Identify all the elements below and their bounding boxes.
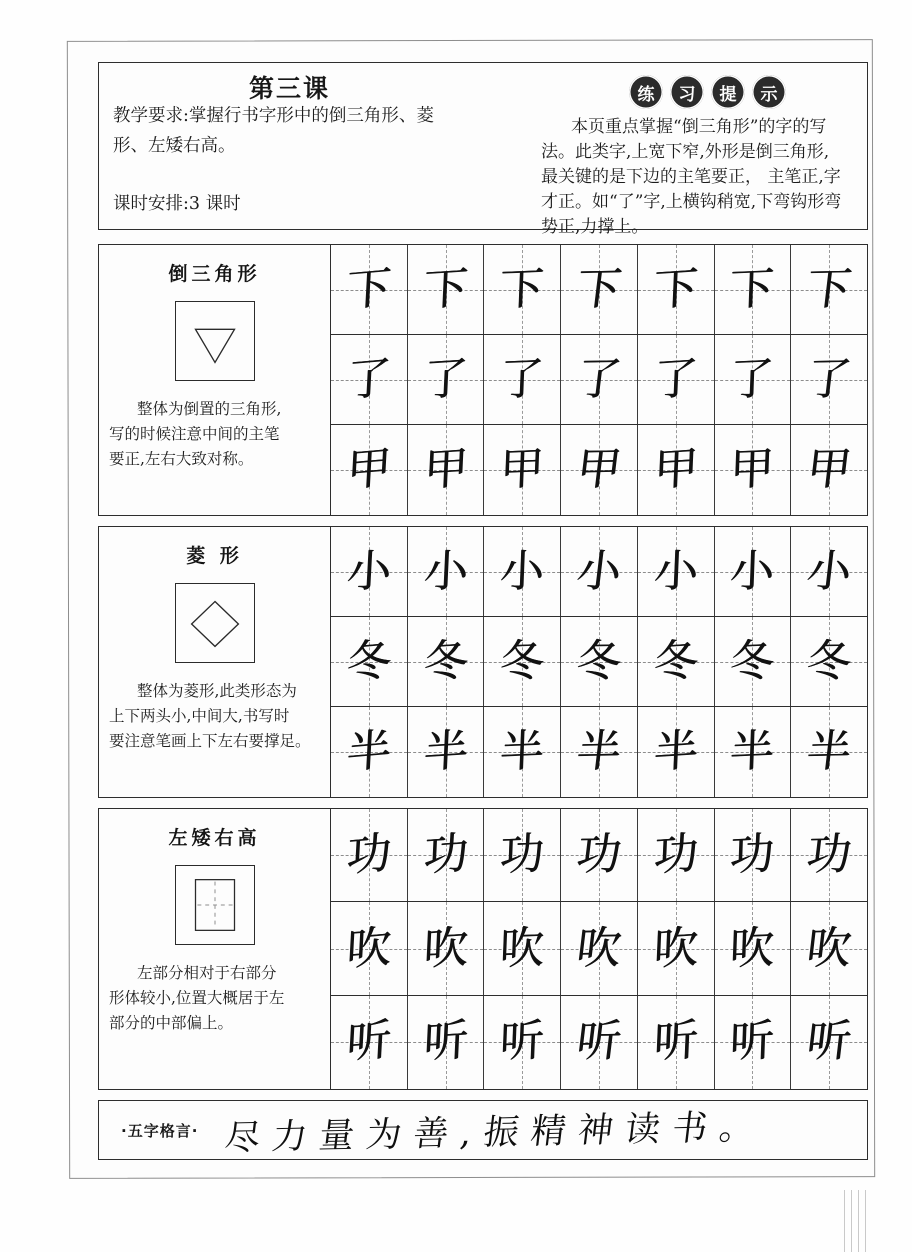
shape-description xyxy=(109,397,322,472)
practice-cell[interactable] xyxy=(715,335,792,424)
practice-section xyxy=(98,244,868,516)
practice-tip-badges xyxy=(629,75,786,109)
practice-cell[interactable] xyxy=(715,245,792,334)
practice-character: 甲 xyxy=(345,442,393,497)
shape-title: 左矮右高 xyxy=(168,827,261,849)
desc-line: 要正,左右大致对称。 xyxy=(109,450,254,468)
practice-cell[interactable] xyxy=(638,527,715,616)
practice-row[interactable] xyxy=(331,617,867,707)
practice-character: 听 xyxy=(573,1015,625,1068)
desc-line: 写的时候注意中间的主笔 xyxy=(109,425,280,443)
badge-lian: 练 xyxy=(629,75,663,109)
practice-cell[interactable] xyxy=(408,527,485,616)
shape-explanation-panel xyxy=(99,245,331,515)
practice-cell[interactable] xyxy=(638,617,715,706)
practice-cell[interactable] xyxy=(638,707,715,797)
practice-character: 吹 xyxy=(345,920,393,976)
practice-row[interactable] xyxy=(331,707,867,797)
practice-character: 听 xyxy=(345,1014,393,1070)
practice-character: 半 xyxy=(652,724,699,779)
practice-grid xyxy=(331,809,867,1089)
practice-cell[interactable] xyxy=(408,335,485,424)
practice-cell[interactable] xyxy=(408,617,485,706)
practice-cell[interactable] xyxy=(484,527,561,616)
practice-cell[interactable] xyxy=(331,425,408,515)
header-block xyxy=(98,62,868,237)
practice-cell[interactable] xyxy=(715,527,792,616)
practice-character: 了 xyxy=(804,353,855,405)
practice-cell[interactable] xyxy=(331,809,408,901)
practice-row[interactable] xyxy=(331,245,867,335)
practice-grid xyxy=(331,527,867,797)
practice-character: 冬 xyxy=(729,634,776,688)
practice-character: 下 xyxy=(499,262,546,316)
practice-character: 半 xyxy=(345,724,393,779)
practice-section xyxy=(98,526,868,798)
teaching-requirement-block xyxy=(113,101,513,161)
practice-cell[interactable] xyxy=(331,245,408,334)
practice-character: 冬 xyxy=(804,635,855,687)
practice-grid xyxy=(331,245,867,515)
shape-explanation-panel xyxy=(99,809,331,1089)
practice-character: 吹 xyxy=(573,922,625,974)
practice-character: 功 xyxy=(729,828,776,882)
tip-line: 势正,力撑上。 xyxy=(541,217,649,237)
practice-character: 吹 xyxy=(804,922,855,974)
practice-character: 小 xyxy=(345,543,393,599)
scan-edge-lines xyxy=(840,1190,874,1252)
practice-character: 甲 xyxy=(804,443,855,496)
practice-character: 听 xyxy=(652,1014,699,1069)
practice-row[interactable] xyxy=(331,809,867,902)
practice-character: 了 xyxy=(345,351,393,407)
practice-cell[interactable] xyxy=(331,335,408,424)
proverb-text: 尽力量为善,振精神读书。 xyxy=(222,1107,770,1159)
practice-cell[interactable] xyxy=(715,707,792,797)
practice-cell[interactable] xyxy=(484,902,561,994)
badge-ti: 提 xyxy=(711,75,745,109)
desc-line: 整体为菱形,此类形态为 xyxy=(137,682,297,700)
practice-cell[interactable] xyxy=(484,425,561,515)
practice-cell[interactable] xyxy=(791,707,867,797)
practice-character: 甲 xyxy=(499,443,546,496)
practice-character: 下 xyxy=(573,263,625,315)
desc-line: 部分的中部偏上。 xyxy=(109,1014,234,1032)
practice-character: 小 xyxy=(729,544,776,598)
practice-character: 甲 xyxy=(573,443,625,496)
shape-explanation-panel xyxy=(99,527,331,797)
practice-cell[interactable] xyxy=(484,617,561,706)
desc-line: 整体为倒置的三角形, xyxy=(137,400,282,418)
practice-cell[interactable] xyxy=(408,707,485,797)
practice-cell[interactable] xyxy=(638,335,715,424)
practice-cell[interactable] xyxy=(561,809,638,901)
practice-cell[interactable] xyxy=(408,425,485,515)
practice-row[interactable] xyxy=(331,335,867,425)
practice-cell[interactable] xyxy=(791,527,867,616)
desc-line: 要注意笔画上下左右要撑足。 xyxy=(109,732,311,750)
diamond-glyph xyxy=(176,584,254,662)
desc-line: 形体较小,位置大概居于左 xyxy=(109,989,285,1007)
practice-cell[interactable] xyxy=(715,617,792,706)
practice-character: 冬 xyxy=(499,634,546,688)
practice-cell[interactable] xyxy=(561,617,638,706)
practice-cell[interactable] xyxy=(638,902,715,994)
practice-character: 吹 xyxy=(652,921,699,975)
desc-line: 左部分相对于右部分 xyxy=(137,964,277,982)
class-hours-text: 课时安排:3 课时 xyxy=(113,194,241,214)
practice-cell[interactable] xyxy=(791,996,867,1089)
practice-character: 吹 xyxy=(499,921,546,975)
practice-character: 半 xyxy=(422,724,469,779)
practice-cell[interactable] xyxy=(638,245,715,334)
practice-cell[interactable] xyxy=(484,996,561,1089)
practice-cell[interactable] xyxy=(638,996,715,1089)
practice-row[interactable] xyxy=(331,527,867,617)
practice-cell[interactable] xyxy=(561,425,638,515)
practice-cell[interactable] xyxy=(484,707,561,797)
page-title: 第三课 xyxy=(249,74,331,103)
practice-character: 功 xyxy=(804,828,855,881)
left-short-right-tall-icon xyxy=(175,865,255,945)
practice-cell[interactable] xyxy=(561,707,638,797)
practice-cell[interactable] xyxy=(408,245,485,334)
practice-character: 半 xyxy=(804,725,855,778)
practice-tip-text xyxy=(541,115,861,240)
requirement-line: 形、左矮右高。 xyxy=(113,136,236,156)
practice-character: 功 xyxy=(345,827,393,882)
practice-character: 下 xyxy=(345,261,393,317)
practice-character: 听 xyxy=(499,1015,546,1069)
practice-cell[interactable] xyxy=(484,245,561,334)
practice-cell[interactable] xyxy=(331,707,408,797)
shape-description xyxy=(109,961,322,1036)
practice-row[interactable] xyxy=(331,902,867,995)
inverted-triangle-icon xyxy=(175,301,255,381)
shape-title: 菱 形 xyxy=(186,545,243,567)
practice-character: 吹 xyxy=(422,921,469,975)
practice-character: 功 xyxy=(573,828,625,881)
practice-cell[interactable] xyxy=(331,527,408,616)
practice-cell[interactable] xyxy=(331,902,408,994)
practice-cell[interactable] xyxy=(715,425,792,515)
class-hours-block xyxy=(113,189,241,219)
requirement-line: 教学要求:掌握行书字形中的倒三角形、菱 xyxy=(113,106,434,126)
practice-cell[interactable] xyxy=(561,245,638,334)
tip-line: 才正。如“了”字,上横钩稍宽,下弯钩形弯 xyxy=(541,192,842,212)
practice-cell[interactable] xyxy=(638,809,715,901)
tip-line: 法。此类字,上宽下窄,外形是倒三角形, xyxy=(541,142,830,162)
practice-character: 冬 xyxy=(573,635,625,687)
practice-character: 功 xyxy=(422,827,469,882)
practice-section xyxy=(98,808,868,1090)
practice-cell[interactable] xyxy=(791,425,867,515)
practice-character: 吹 xyxy=(729,921,776,975)
practice-character: 下 xyxy=(804,263,855,315)
practice-character: 下 xyxy=(422,262,469,316)
practice-cell[interactable] xyxy=(561,902,638,994)
tip-line: 本页重点掌握“倒三角形”的字的写 xyxy=(571,117,827,137)
practice-character: 冬 xyxy=(422,634,469,688)
shape-title: 倒三角形 xyxy=(168,263,261,285)
left-short-right-tall-glyph xyxy=(176,866,254,944)
inverted-triangle-glyph xyxy=(176,302,254,380)
practice-cell[interactable] xyxy=(791,245,867,334)
practice-cell[interactable] xyxy=(408,902,485,994)
practice-character: 下 xyxy=(729,262,776,316)
practice-character: 半 xyxy=(499,725,546,778)
practice-character: 下 xyxy=(652,262,699,316)
practice-cell[interactable] xyxy=(408,996,485,1089)
practice-row[interactable] xyxy=(331,996,867,1089)
practice-character: 小 xyxy=(804,545,855,597)
practice-cell[interactable] xyxy=(638,425,715,515)
practice-cell[interactable] xyxy=(791,809,867,901)
proverb-block xyxy=(98,1100,868,1160)
diamond-icon xyxy=(175,583,255,663)
practice-character: 了 xyxy=(652,352,699,406)
practice-character: 小 xyxy=(422,544,469,598)
practice-cell[interactable] xyxy=(791,335,867,424)
worksheet-body xyxy=(78,50,868,1172)
practice-character: 小 xyxy=(499,544,546,598)
badge-xi: 习 xyxy=(670,75,704,109)
practice-character: 功 xyxy=(652,827,699,882)
proverb-label: ·五字格言· xyxy=(121,1121,199,1140)
practice-cell[interactable] xyxy=(331,617,408,706)
badge-shi: 示 xyxy=(752,75,786,109)
practice-character: 了 xyxy=(422,352,469,406)
practice-character: 甲 xyxy=(422,442,469,497)
practice-cell[interactable] xyxy=(561,335,638,424)
practice-cell[interactable] xyxy=(561,527,638,616)
practice-character: 小 xyxy=(573,545,625,597)
practice-cell[interactable] xyxy=(561,996,638,1089)
practice-character: 冬 xyxy=(652,634,699,688)
tip-line: 最关键的是下边的主笔要正， 主笔正,字 xyxy=(541,167,841,187)
practice-cell[interactable] xyxy=(791,902,867,994)
practice-row[interactable] xyxy=(331,425,867,515)
practice-cell[interactable] xyxy=(331,996,408,1089)
practice-cell[interactable] xyxy=(791,617,867,706)
practice-character: 小 xyxy=(652,544,699,598)
practice-character: 甲 xyxy=(729,443,776,496)
practice-character: 听 xyxy=(804,1015,855,1068)
practice-cell[interactable] xyxy=(715,996,792,1089)
desc-line: 上下两头小,中间大,书写时 xyxy=(109,707,290,725)
practice-cell[interactable] xyxy=(715,902,792,994)
practice-character: 半 xyxy=(729,725,776,778)
practice-cell[interactable] xyxy=(484,809,561,901)
practice-character: 了 xyxy=(729,352,776,406)
practice-character: 了 xyxy=(573,353,625,405)
practice-cell[interactable] xyxy=(408,809,485,901)
practice-character: 半 xyxy=(573,725,625,778)
shape-description xyxy=(109,679,322,754)
practice-character: 听 xyxy=(729,1015,776,1069)
practice-cell[interactable] xyxy=(715,809,792,901)
practice-cell[interactable] xyxy=(484,335,561,424)
practice-character: 功 xyxy=(499,828,546,882)
practice-character: 听 xyxy=(422,1014,469,1069)
practice-character: 了 xyxy=(499,352,546,406)
practice-character: 甲 xyxy=(652,442,699,497)
practice-character: 冬 xyxy=(345,633,393,689)
